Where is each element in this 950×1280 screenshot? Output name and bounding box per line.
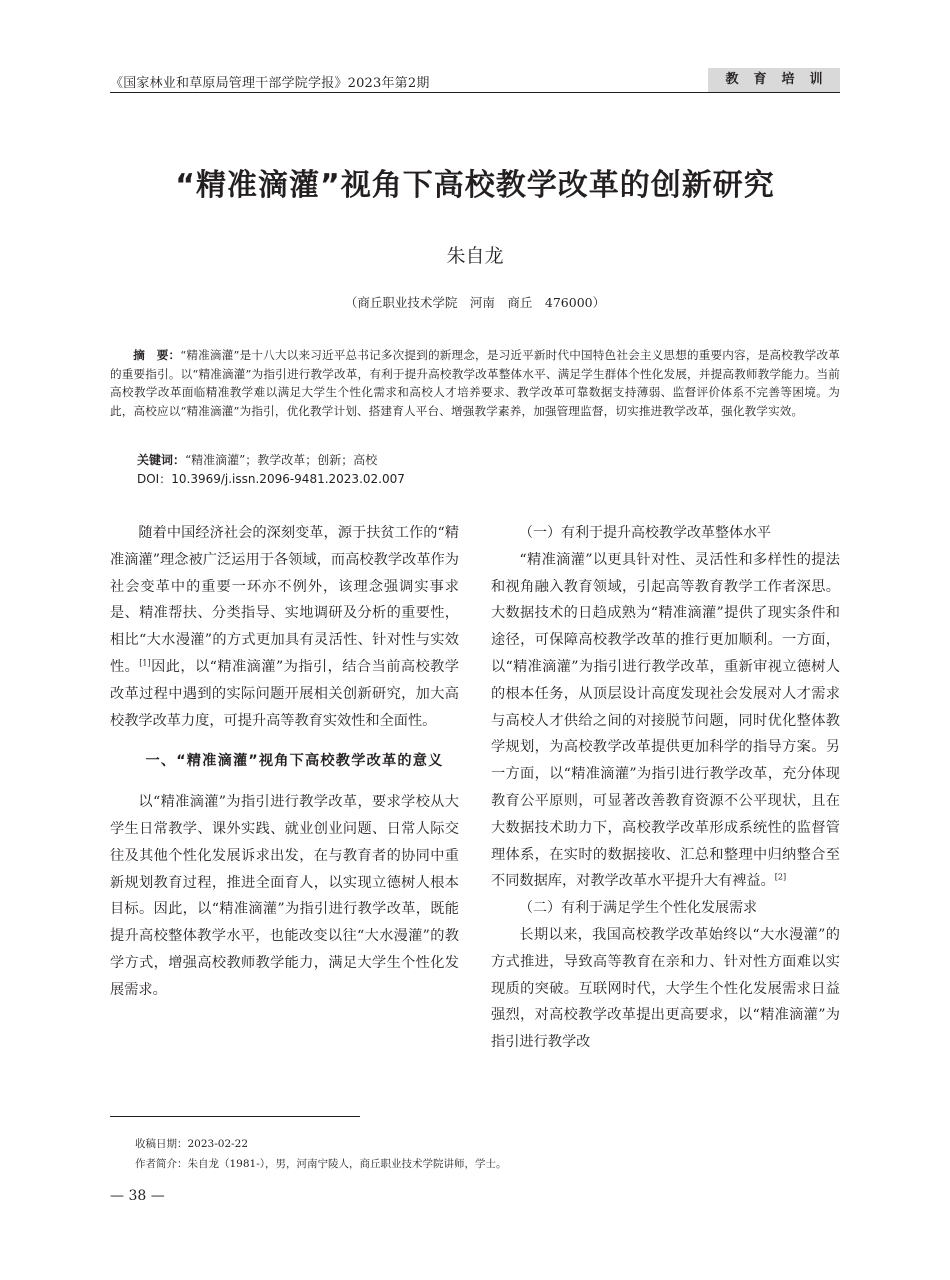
subsection-heading-1: （一）有利于提升高校教学改革整体水平 — [519, 525, 771, 541]
keywords-label: 关键词： — [137, 453, 186, 467]
subsection1-paragraph: “精准滴灌”以更具针对性、灵活性和多样性的提法和视角融入教育领域，引起高等教育教学工作者深思。大数据技术的日趋成熟为“精准滴灌”提供了现实条件和途径，可保障高校教学改革的推行更加顺利。一方面，以“精准滴灌”为指引进行教学改革，重新审视立德树人的根本任务，从顶层设计高度发现社会发展对人才需求与高校人才供给之间的对接脱节问题，同时优化整体教学规划，为高校教学改革提供更加科学的指导方案。另一方面，以“精准滴灌”为指引进行教学改革，充分体现教育公平原则，可显著改善教育资源不公平现状，且在大数据技术助力下，高校教学改革形成系统性的监督管理体系，在实时的数据接收、汇总和整理中归纳整合至不同数据库，对教学改革水平提升大有裨益。[2] — [491, 551, 840, 890]
footnote-rule — [110, 1116, 360, 1117]
citation-ref[interactable]: [1] — [139, 658, 151, 668]
doi — [137, 470, 405, 487]
doi-label: DOI： — [137, 472, 172, 486]
page-number: — 38 — — [110, 1188, 165, 1204]
running-header — [110, 68, 840, 92]
subsection2-paragraph: 长期以来，我国高校教学改革始终以“大水漫灌”的方式推进，导致高等教育在亲和力、针对性方面难以实现质的突破。互联网时代，大学生个性化发展需求日益强烈，对高校教学改革提出更高要求，以“精准滴灌”为指引进行教学改 — [491, 926, 840, 1051]
header-rule — [110, 92, 840, 93]
intro-paragraph: 随着中国经济社会的深刻变革，源于扶贫工作的“精准滴灌”理念被广泛运用于各领域，而高校教学改革作为社会变革中的重要一环亦不例外，该理念强调实事求是、精准帮扶、分类指导、实地调研及分析的重要性，相比“大水漫灌”的方式更加具有灵活性、针对性与实效性。[1]因此，以“精准滴灌”为指引，结合当前高校教学改革过程中遇到的实际问题开展相关创新研究，加大高校教学改革力度，可提升高等教育实效性和全面性。 — [110, 525, 459, 729]
section-heading: 一、“精准滴灌”视角下高校教学改革的意义 — [145, 753, 444, 770]
section-tag: 教育培训 — [708, 68, 840, 92]
footnote-received: 收稿日期：2023-02-22 — [135, 1138, 249, 1150]
citation-ref[interactable]: [2] — [774, 872, 787, 882]
article-title: “精准滴灌”视角下高校教学改革的创新研究 — [175, 168, 775, 203]
subsection-heading-2: （二）有利于满足学生个性化发展需求 — [519, 900, 757, 917]
journal-name: 《国家林业和草原局管理干部学院学报》2023年第2期 — [110, 76, 430, 91]
keywords-text: “精准滴灌”；教学改革；创新；高校 — [185, 453, 378, 467]
doi-text: 10.3969/j.issn.2096-9481.2023.02.007 — [171, 472, 405, 486]
keywords — [137, 451, 377, 468]
section1-paragraph: 以“精准滴灌”为指引进行教学改革，要求学校从大学生日常教学、课外实践、就业创业问题、日常人际交往及其他个性化发展诉求出发，在与教育者的协同中重新规划教育过程，推进全面育人，以实现立德树人根本目标。因此，以“精准滴灌”为指引进行教学改革，既能提升高校整体教学水平，也能改变以往“大水漫灌”的教学方式，增强高校教师教学能力，满足大学生个性化发展需求。 — [110, 794, 459, 998]
abstract — [110, 346, 840, 421]
abstract-label: 摘 要： — [133, 348, 181, 362]
abstract-text: “精准滴灌”是十八大以来习近平总书记多次提到的新理念，是习近平新时代中国特色社会主义思想的重要内容，是高校教学改革的重要指引。以“精准滴灌”为指引进行教学改革，有利于提升高校教学改革整体水平、满足学生群体个性化发展，并提高教师教学能力。当前高校教学改革面临精准教学难以满足大学生个性化需求和高校人才培养要求、教学改革可靠数据支持薄弱、监督评价体系不完善等困境。为此，高校应以“精准滴灌”为指引，优化教学计划、搭建育人平台、增强教学素养，加强管理监督，切实推进教学改革，强化教学实效。 — [110, 348, 840, 419]
right-column — [491, 520, 840, 1056]
footnote-author-bio: 作者简介：朱自龙（1981-），男，河南宁陵人，商丘职业技术学院讲师，学士。 — [135, 1158, 507, 1170]
left-column — [110, 520, 459, 1004]
author-name: 朱自龙 — [446, 245, 504, 267]
author-affiliation: （商丘职业技术学院 河南 商丘 476000） — [344, 295, 606, 310]
